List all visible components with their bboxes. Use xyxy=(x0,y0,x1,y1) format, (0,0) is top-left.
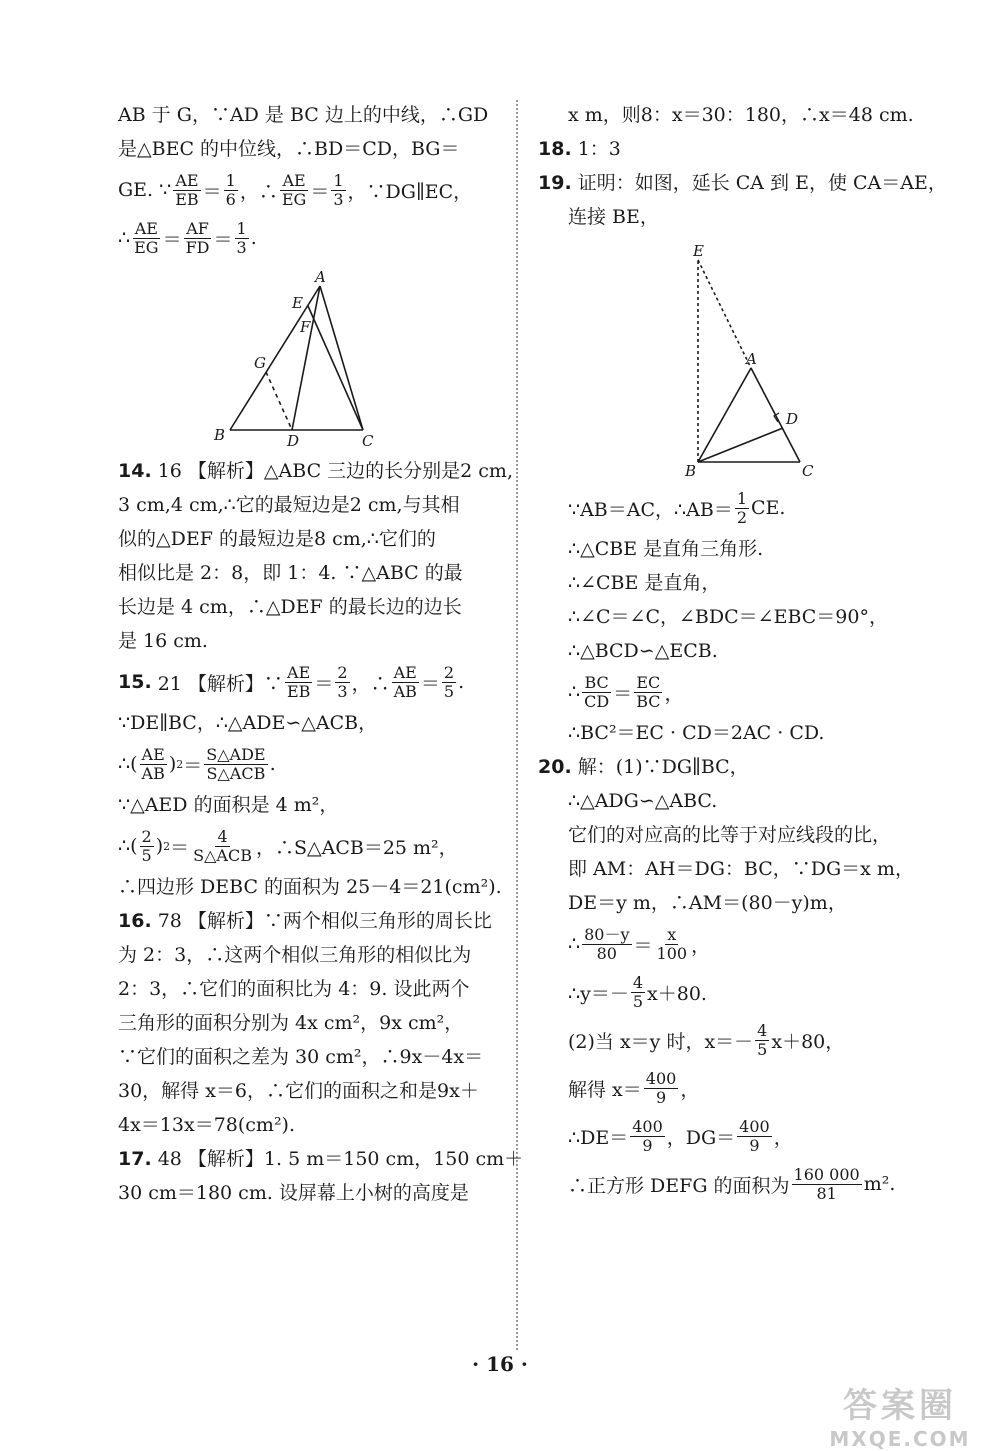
fraction: $\frac{2}{5}$ xyxy=(443,662,455,701)
fraction: $\frac{400}{9}$ xyxy=(739,1116,770,1155)
question-18: 18. 1：3 xyxy=(538,138,621,160)
question-16: 16. 78 【解析】∵两个相似三角形的周长比 为 2：3，∴这两个相似三角形的相似比为 2：3，∴它们的面积比为 4：9. 设此两个 三角形的面积分别为 4x cm²，9x cm²， ∵它们的面积之差为 30 cm²，∴9x－4x＝ 30，解得 x＝6，∴它们的面积之和是9x＋ 4x＝13x＝78(cm²). xyxy=(118,910,492,1136)
fraction: $\frac{x}{100}$ xyxy=(656,924,688,963)
fraction: $\frac{160 000}{81}$ xyxy=(793,1164,860,1203)
text-line: ∴ $\frac{AE}{EG}$ ＝ $\frac{AF}{FD}$ ＝ $\frac{1}{3}$ . xyxy=(118,218,257,257)
fraction: $\frac{1}{3}$ xyxy=(333,170,344,209)
fraction: $\frac{AE}{EG}$ xyxy=(134,218,159,257)
fraction: $\frac{AE}{EG}$ xyxy=(281,170,307,209)
fraction: $\frac{80-y}{80}$ xyxy=(584,924,630,963)
fraction: $\frac{AE}{AB}$ xyxy=(393,662,417,701)
question-19: 19. 证明：如图，延长 CA 到 E，使 CA＝AE， 连接 BE， E A D B C ∵AB＝AC，∴AB＝ $\frac{1}{2}$ CE. ∴△CBE 是直角三角形. ∴∠CBE 是直角， ∴∠C＝∠C，∠BDC＝∠EBC＝90°， ∴△BCD∽△ECB. ∴ $\frac{BC}{CD}$ ＝ $\frac{EC}{BC}$ ， ∴BC²＝EC · CD＝2AC · CD. xyxy=(538,172,947,744)
text-line: AB 于 G，∵AD 是 BC 边上的中线，∴GD xyxy=(118,104,489,126)
fraction: $\frac{EC}{BC}$ xyxy=(636,672,661,711)
fraction: $\frac{2}{3}$ xyxy=(337,662,348,701)
fraction: $\frac{4}{\text{S△ACB}}$ xyxy=(193,826,252,865)
label-d: D xyxy=(287,432,300,448)
fraction: $\frac{BC}{CD}$ xyxy=(584,672,610,711)
fraction: $\frac{400}{9}$ xyxy=(645,1068,677,1107)
question-15: 15. 21 【解析】∵ $\frac{AE}{EB}$ ＝ $\frac{2}{3}$ ，∴ $\frac{AE}{AB}$ ＝ $\frac{2}{5}$ . ∵DE∥BC，∴△ADE∽△ACB， ∴( $\frac{AE}{AB}$ ) 2 ＝ $\frac{\text{S△ADE}}{\text{S△ACB}}$ . ∵△AED 的面积是 4 m²， ∴( $\frac{2}{5}$ ) 2 ＝ $\frac{4}{\text{S△ACB}}$ ，∴S△ACB＝25 m²， ∴四边形 DEBC 的面积为 25－4＝21(cm²). xyxy=(118,662,502,898)
fraction: $\frac{4}{5}$ xyxy=(632,972,644,1011)
text-line: GE. ∵ $\frac{AE}{EB}$ ＝ $\frac{1}{6}$ ，∴ $\frac{AE}{EG}$ ＝ $\frac{1}{3}$ ，∵DG∥EC， xyxy=(118,170,473,209)
label-f: F xyxy=(300,318,311,336)
fraction: $\frac{2}{5}$ xyxy=(141,826,152,865)
fraction: $\frac{AF}{FD}$ xyxy=(185,218,210,257)
fraction: $\frac{AE}{EB}$ xyxy=(175,170,199,209)
left-column xyxy=(118,98,524,1210)
fraction: $\frac{4}{5}$ xyxy=(757,1020,768,1059)
watermark-logo: 答案圈 MXQE.COM xyxy=(829,1386,971,1451)
label-e: E xyxy=(292,294,303,312)
page-number: · 16 · xyxy=(472,1352,528,1376)
fraction: $\frac{1}{3}$ xyxy=(236,218,247,257)
fraction: $\frac{400}{9}$ xyxy=(632,1116,663,1155)
label-c: C xyxy=(802,462,814,478)
label-b: B xyxy=(214,426,226,444)
label-e: E xyxy=(693,242,704,260)
fraction: $\frac{AE}{AB}$ xyxy=(141,744,165,783)
fraction: $\frac{AE}{EB}$ xyxy=(286,662,311,701)
text-line: 是△BEC 的中位线，∴BD＝CD，BG＝ xyxy=(118,138,460,160)
fraction: $\frac{\text{S△ADE}}{\text{S△ACB}}$ xyxy=(206,744,266,783)
label-b: B xyxy=(685,462,697,478)
label-d: D xyxy=(786,410,799,428)
label-a: A xyxy=(315,268,326,286)
triangle-figure-ebc xyxy=(538,240,938,478)
question-20: 20. 解：(1)∵DG∥BC， ∴△ADG∽△ABC. 它们的对应高的比等于对应线段的比， 即 AM：AH＝DG：BC，∵DG＝x m， DE＝y m，∴AM＝(80－y)m， ∴ $\frac{80-y}{80}$ ＝ $\frac{x}{100}$ ， ∴y＝－ $\frac{4}{5}$ x＋80. (2)当 x＝y 时，x＝－ $\frac{4}{5}$ x＋80， 解得 x＝ $\frac{400}{9}$ ， ∴DE＝ $\frac{400}{9}$ ，DG＝ $\frac{400}{9}$ ， ∴正方形 DEFG 的面积为 $\frac{160 000}{81}$ m². xyxy=(538,756,914,1203)
label-g: G xyxy=(254,354,266,372)
fraction: $\frac{1}{6}$ xyxy=(225,170,236,209)
label-c: C xyxy=(362,432,374,448)
fraction: $\frac{1}{2}$ xyxy=(736,488,747,527)
right-column xyxy=(538,98,947,1208)
question-14: 14. 16 【解析】△ABC 三边的长分别是2 cm, 3 cm,4 cm,∴它的最短边是2 cm,与其相 似的△DEF 的最短边是8 cm,∴它们的 相似比是 2：8，即 1：4. ∵△ABC 的最 长边是 4 cm，∴△DEF 的最长边的边长 是 16 cm. xyxy=(118,460,513,652)
question-17: 17. 48 【解析】1. 5 m＝150 cm，150 cm＋ 30 cm＝180 cm. 设屏幕上小树的高度是 xyxy=(118,1148,524,1204)
q17-continued: x m，则8：x＝30：180，∴x＝48 cm. xyxy=(568,104,914,126)
triangle-figure-abc xyxy=(118,268,498,448)
label-a: A xyxy=(746,350,757,368)
